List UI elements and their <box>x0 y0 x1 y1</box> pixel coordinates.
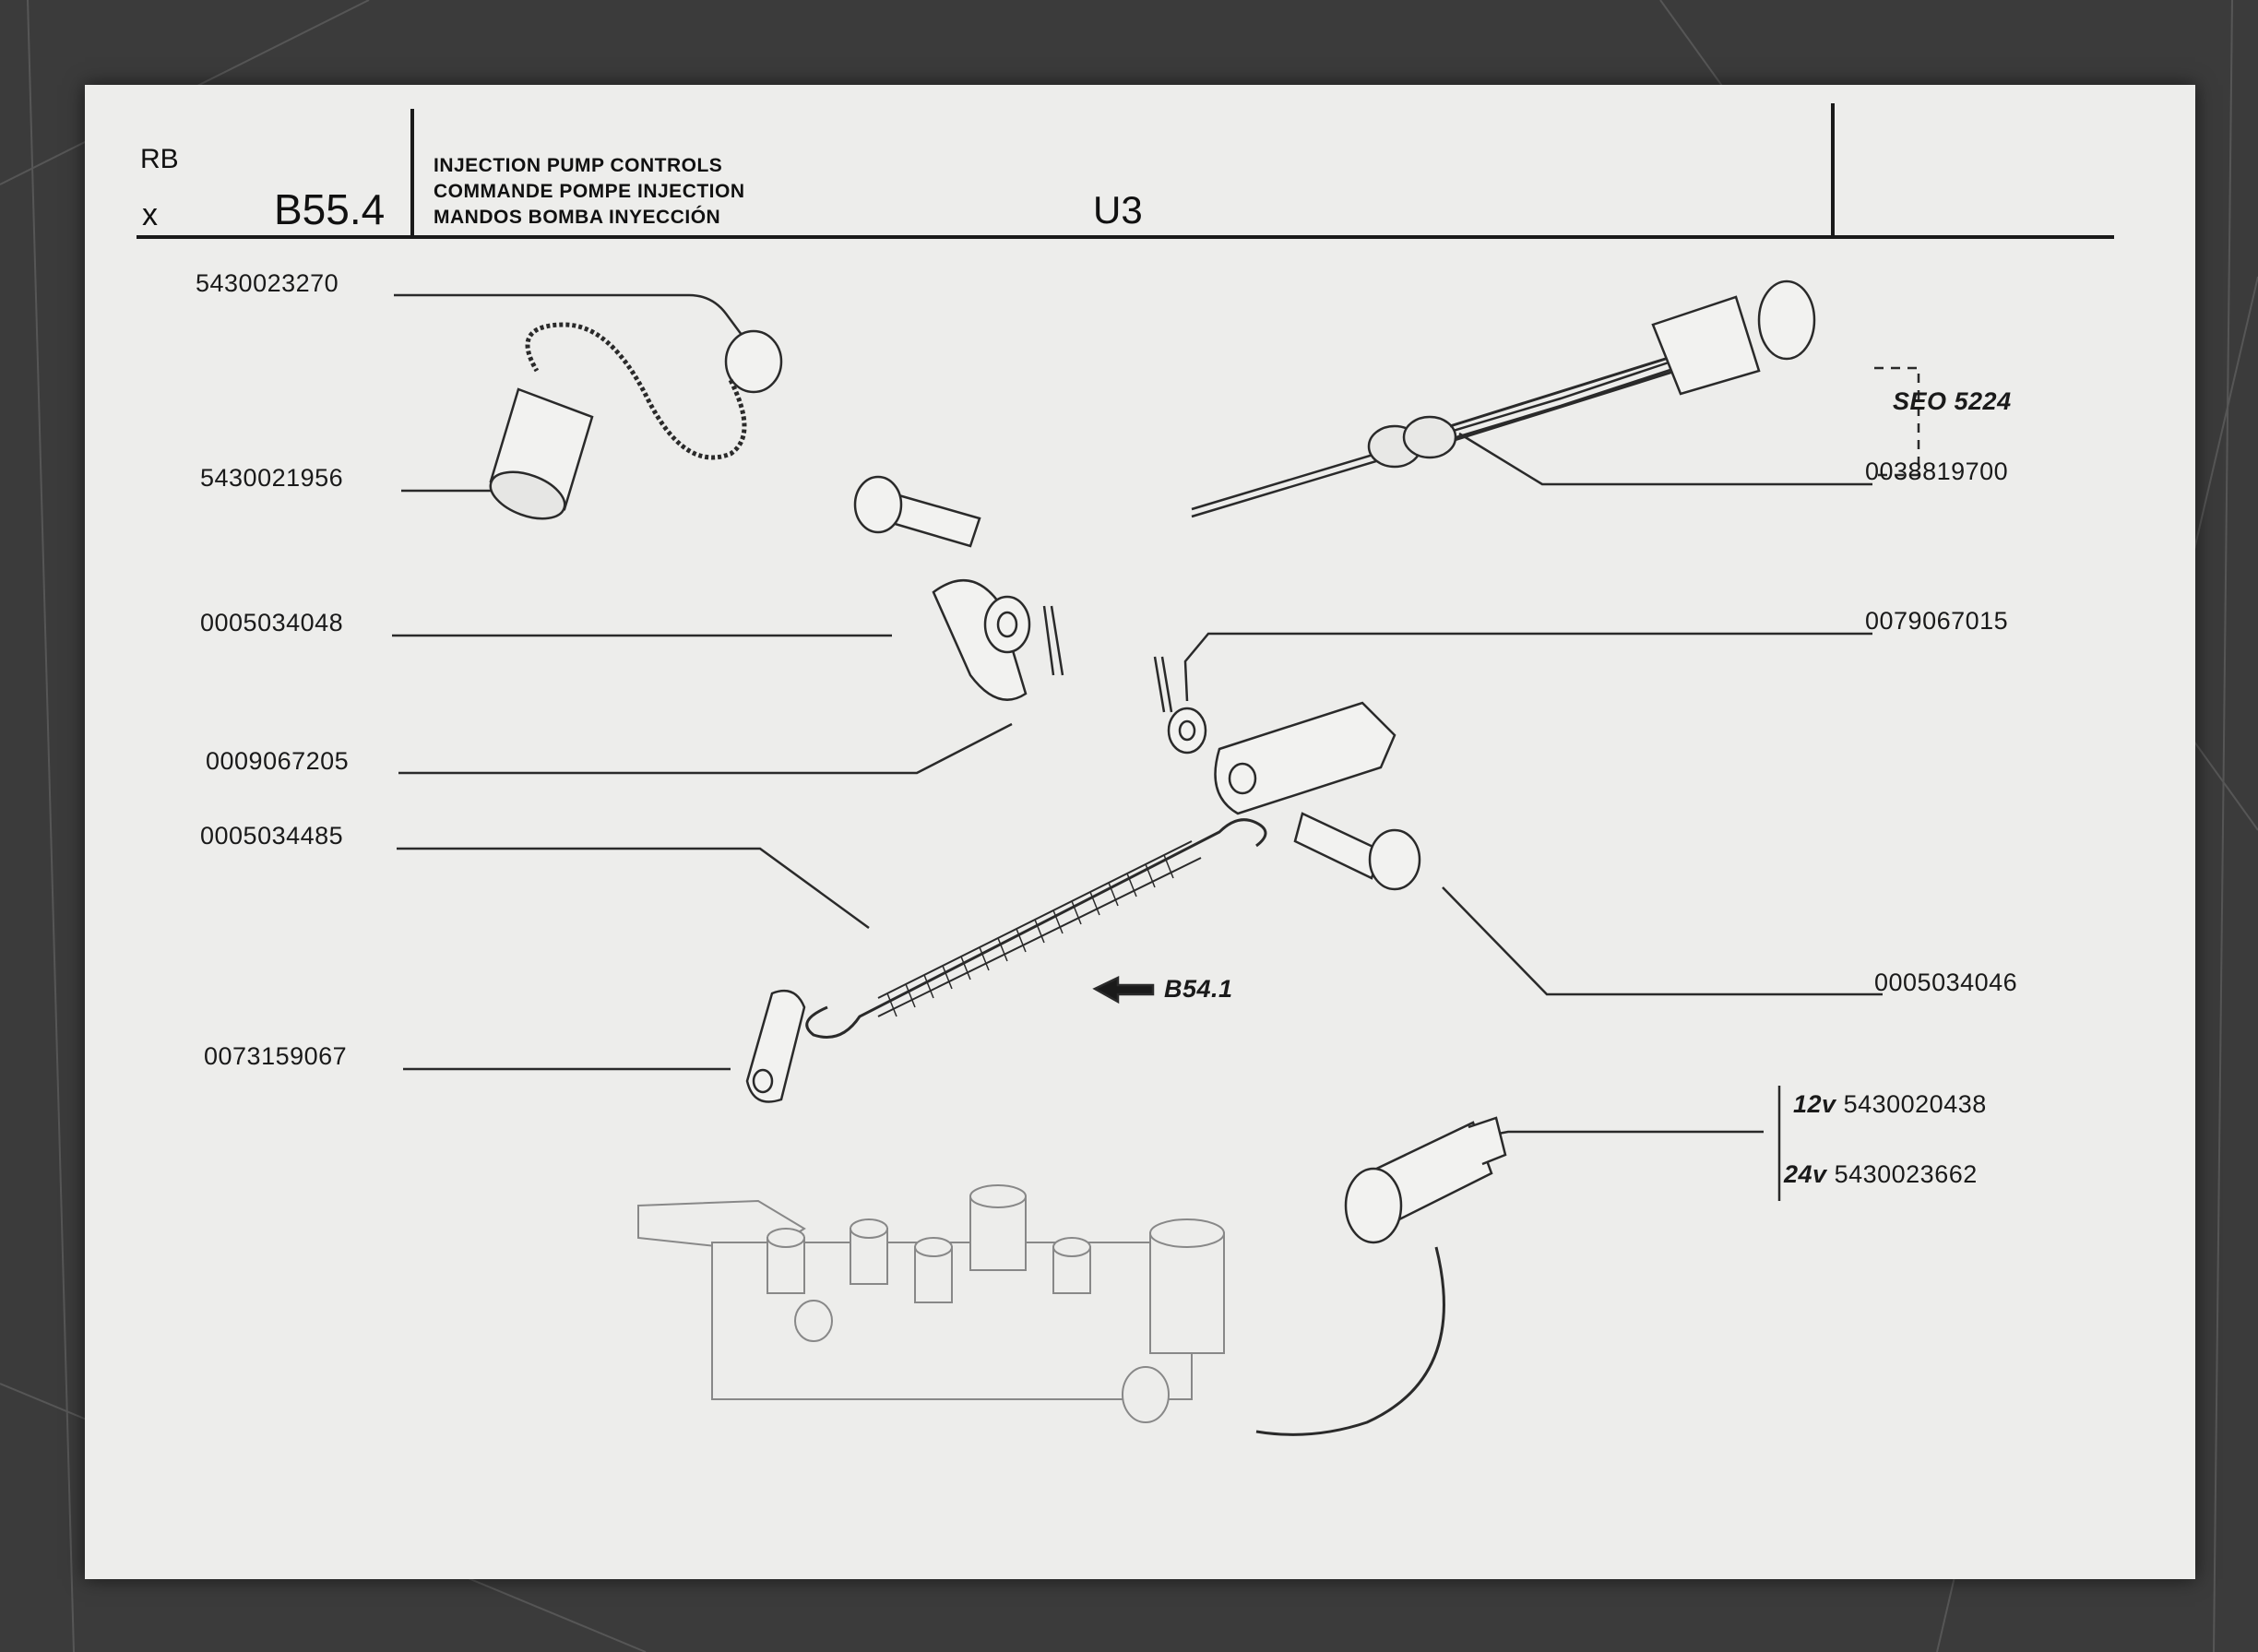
page-number: B55.4 <box>274 185 386 233</box>
leader-line <box>1443 887 1883 994</box>
lever-arm <box>1216 703 1396 814</box>
part-label: 0005034048 <box>200 609 344 636</box>
part-label: 5430021956 <box>200 464 344 492</box>
reference-arrow <box>1095 978 1153 1002</box>
voltage-label: 24v <box>1784 1160 1827 1188</box>
solenoid-end <box>1346 1169 1401 1242</box>
tension-spring <box>807 820 1266 1038</box>
solenoid-label-24v <box>1784 1160 1978 1189</box>
clevis-pin-right-head <box>1370 830 1420 889</box>
clevis-pin-right <box>1295 814 1381 878</box>
part-label: 5430023270 <box>196 269 339 297</box>
cable-grip <box>1653 297 1759 394</box>
split-pin-left <box>1044 606 1063 675</box>
solenoid-label-12v <box>1793 1090 1987 1119</box>
part-label: 0073159067 <box>204 1042 348 1070</box>
catalog-code: RB <box>140 144 179 174</box>
part-number: 5430020438 <box>1843 1090 1987 1118</box>
title-french: COMMANDE POMPE INJECTION <box>434 181 745 202</box>
part-label: 0005034046 <box>1874 969 2018 996</box>
catalog-mark: x <box>142 197 158 232</box>
exploded-parts-drawing <box>85 85 2195 1579</box>
cable-knob <box>1759 281 1814 359</box>
leader-line <box>394 295 744 339</box>
solenoid-wire <box>1256 1247 1444 1434</box>
part-label: 0038819700 <box>1865 458 2009 485</box>
clevis-pin-top-head <box>855 477 901 532</box>
leader-line <box>398 724 1012 773</box>
link-plate <box>747 991 804 1101</box>
washer-right <box>1169 708 1206 753</box>
leader-line <box>1459 434 1872 484</box>
leader-line <box>397 849 869 928</box>
part-label: 0079067015 <box>1865 607 2009 635</box>
title-english: INJECTION PUMP CONTROLS <box>434 155 723 176</box>
leader-line <box>1459 1132 1764 1141</box>
part-number: 5430023662 <box>1834 1160 1978 1188</box>
reference-label: B54.1 <box>1164 975 1233 1003</box>
rubber-plug <box>726 331 781 392</box>
part-label: 0005034485 <box>200 822 344 850</box>
title-spanish: MANDOS BOMBA INYECCIÓN <box>434 207 721 228</box>
parts-catalog-sheet <box>85 85 2195 1579</box>
split-pin-right <box>1155 657 1171 712</box>
leader-line <box>1185 634 1872 701</box>
injection-pump <box>638 1185 1224 1422</box>
cable-nut <box>1404 417 1456 458</box>
model-code: U3 <box>1093 188 1143 232</box>
part-label: SEO 5224 <box>1893 387 2012 415</box>
part-label: 0009067205 <box>206 747 350 775</box>
washer-left <box>985 597 1029 652</box>
voltage-label: 12v <box>1793 1090 1836 1118</box>
